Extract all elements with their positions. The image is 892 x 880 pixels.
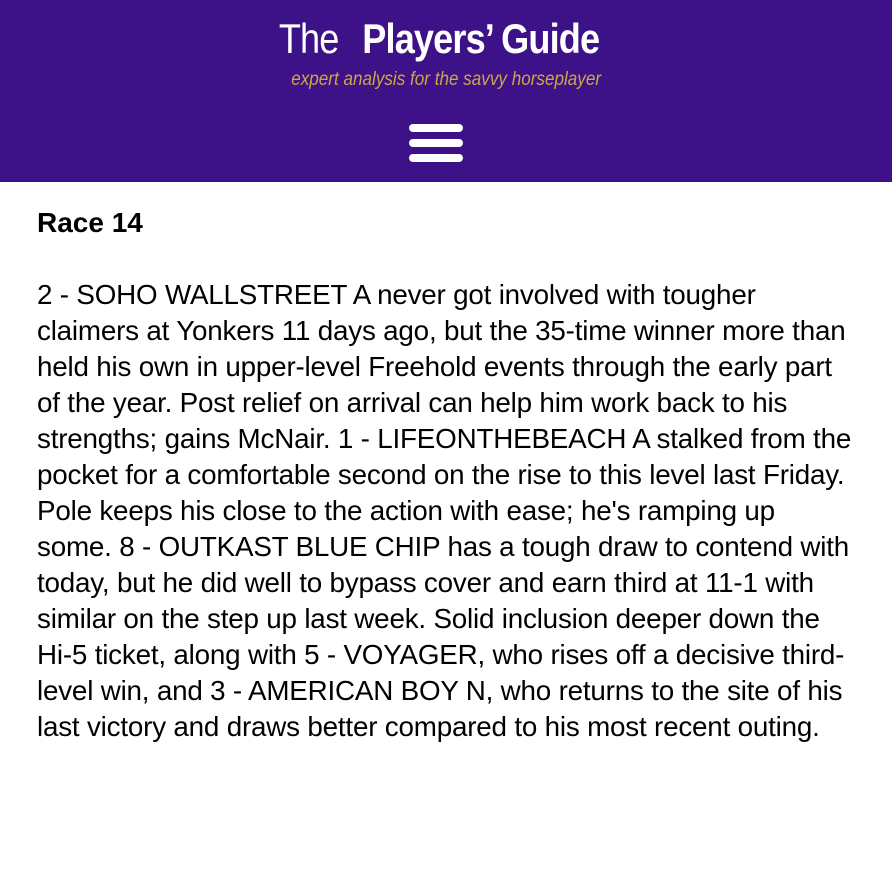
- site-title-main: Players’ Guide: [362, 15, 600, 62]
- menu-bar-top: [409, 124, 463, 132]
- race-heading: Race 14: [37, 207, 143, 238]
- site-tagline: [0, 68, 892, 92]
- article-content: [0, 182, 892, 745]
- menu-bar-middle: [409, 139, 463, 147]
- menu-bar-bottom: [409, 154, 463, 162]
- site-title[interactable]: [0, 14, 892, 64]
- site-title-prefix: The: [278, 15, 339, 62]
- race-analysis-text: 2 - SOHO WALLSTREET A never got involved with tougher claimers at Yonkers 11 days ago, but the 35-time winner more than held his own in upper-level Freehold events through the early part of the year. Post relief on arrival can help him work back to his strengths; gains McNair. 1 - LIFEONTHEBEACH A stalked from the pocket for a comfortable second on the rise to this level last Friday. Pole keeps his close to the action with ease; he's ramping up some. 8 - OUTKAST BLUE CHIP has a tough draw to contend with today, but he did well to bypass cover and earn third at 11-1 with similar on the step up last week. Solid inclusion deeper down the Hi-5 ticket, along with 5 - VOYAGER, who rises off a decisive third-level win, and 3 - AMERICAN BOY N, who returns to the site of his last victory and draws better compared to his most recent outing.: [37, 279, 852, 742]
- site-tagline-text: expert analysis for the savvy horseplayer: [291, 69, 601, 90]
- hamburger-menu-icon[interactable]: [409, 124, 463, 164]
- site-header: [0, 0, 892, 182]
